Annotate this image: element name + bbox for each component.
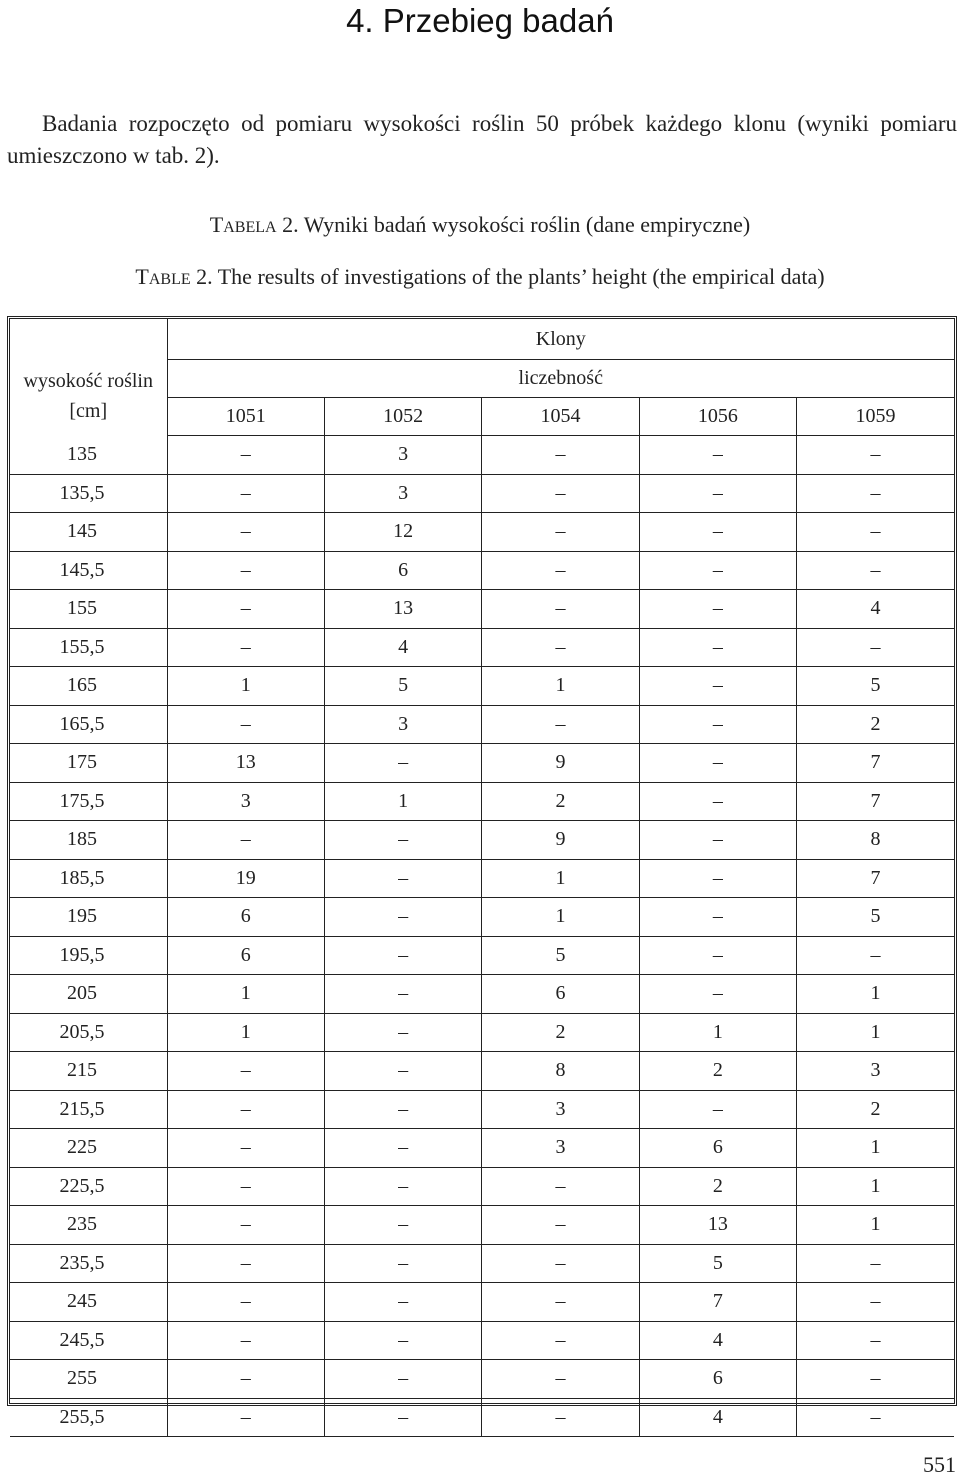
column-header-1059: 1059 [797, 398, 954, 436]
count-cell: 5 [324, 667, 481, 706]
count-cell: 3 [167, 782, 324, 821]
count-cell: – [167, 513, 324, 552]
count-cell: – [639, 705, 796, 744]
count-cell: 3 [324, 474, 481, 513]
count-cell: 7 [797, 859, 954, 898]
count-cell: 1 [324, 782, 481, 821]
count-cell: – [639, 975, 796, 1014]
count-cell: 6 [482, 975, 639, 1014]
count-cell: 1 [167, 975, 324, 1014]
count-cell: – [324, 859, 481, 898]
count-cell: 2 [482, 782, 639, 821]
count-cell: – [324, 936, 481, 975]
row-header-line2: [cm] [69, 400, 108, 423]
count-cell: – [639, 1090, 796, 1129]
caption-text: The results of investigations of the plants’ height (the empirical data) [217, 264, 825, 289]
height-value: 225,5 [59, 1174, 105, 1197]
count-cell: – [797, 1321, 954, 1360]
count-cell: – [324, 1052, 481, 1091]
table-row [10, 436, 954, 475]
count-cell: 1 [482, 898, 639, 937]
count-cell: 1 [167, 667, 324, 706]
table-row [10, 1321, 954, 1360]
table-row [10, 1013, 954, 1052]
row-header [10, 319, 167, 436]
count-cell: 3 [324, 705, 481, 744]
count-cell: – [167, 1283, 324, 1322]
count-cell: 6 [167, 898, 324, 937]
count-cell: – [324, 1090, 481, 1129]
height-cell [10, 1244, 167, 1283]
count-cell: – [639, 513, 796, 552]
table-row [10, 1206, 954, 1245]
count-cell: – [324, 821, 481, 860]
table-row [10, 1167, 954, 1206]
count-cell: – [167, 628, 324, 667]
count-cell: – [167, 590, 324, 629]
height-value: 215,5 [59, 1097, 105, 1120]
table-row [10, 975, 954, 1014]
height-value: 145 [67, 520, 97, 543]
count-cell: – [482, 513, 639, 552]
count-cell: – [167, 474, 324, 513]
count-cell: – [639, 551, 796, 590]
height-value: 205,5 [59, 1020, 105, 1043]
count-cell: 6 [639, 1129, 796, 1168]
count-cell: – [482, 590, 639, 629]
height-value: 215 [67, 1059, 97, 1082]
count-cell: 4 [639, 1398, 796, 1437]
count-cell: 1 [639, 1013, 796, 1052]
height-cell [10, 1052, 167, 1091]
count-cell: – [797, 936, 954, 975]
table-row [10, 1052, 954, 1091]
count-cell: 2 [797, 1090, 954, 1129]
caption-label-rest: ABLE [148, 271, 191, 288]
count-cell: 12 [324, 513, 481, 552]
count-cell: 4 [324, 628, 481, 667]
count-cell: 6 [324, 551, 481, 590]
height-value: 235,5 [59, 1251, 105, 1274]
table-row [10, 898, 954, 937]
count-cell: – [482, 1321, 639, 1360]
count-cell: 6 [639, 1360, 796, 1399]
table-row [10, 821, 954, 860]
count-cell: – [167, 705, 324, 744]
count-cell: 1 [797, 1206, 954, 1245]
count-cell: 9 [482, 744, 639, 783]
count-cell: – [639, 744, 796, 783]
count-cell: – [167, 1321, 324, 1360]
count-cell: 9 [482, 821, 639, 860]
table-row [10, 1360, 954, 1399]
height-cell [10, 590, 167, 629]
height-value: 195 [67, 905, 97, 928]
count-cell: – [482, 1360, 639, 1399]
count-cell: – [639, 821, 796, 860]
height-cell [10, 513, 167, 552]
count-cell: – [797, 1283, 954, 1322]
count-cell: 13 [639, 1206, 796, 1245]
count-cell: – [639, 628, 796, 667]
count-cell: – [167, 436, 324, 475]
height-value: 195,5 [59, 943, 105, 966]
count-cell: – [324, 1244, 481, 1283]
count-cell: – [797, 1398, 954, 1437]
height-cell [10, 474, 167, 513]
count-cell: – [639, 936, 796, 975]
count-cell: 1 [482, 667, 639, 706]
count-cell: – [639, 859, 796, 898]
count-cell: – [797, 551, 954, 590]
table-row [10, 474, 954, 513]
height-cell [10, 1321, 167, 1360]
height-cell [10, 898, 167, 937]
count-cell: 6 [167, 936, 324, 975]
count-cell: 1 [167, 1013, 324, 1052]
height-cell [10, 1167, 167, 1206]
column-header-1056: 1056 [639, 398, 796, 436]
count-cell: – [324, 1013, 481, 1052]
count-cell: 5 [797, 667, 954, 706]
height-cell [10, 628, 167, 667]
table-caption-polish [0, 210, 960, 243]
count-cell: – [639, 898, 796, 937]
results-table-frame [7, 316, 957, 1428]
height-value: 225 [67, 1136, 97, 1159]
table-row [10, 1398, 954, 1437]
count-cell: 2 [797, 705, 954, 744]
count-cell: 8 [797, 821, 954, 860]
group-header: Klony [167, 319, 954, 360]
count-cell: 1 [797, 1013, 954, 1052]
count-cell: 4 [639, 1321, 796, 1360]
intro-paragraph: Badania rozpoczęto od pomiaru wysokości roślin 50 próbek każdego klonu (wyniki pomiaru umieszczono w tab. 2). [7, 111, 957, 168]
count-cell: – [639, 667, 796, 706]
height-cell [10, 1013, 167, 1052]
height-cell [10, 1398, 167, 1437]
count-cell: 13 [167, 744, 324, 783]
row-header-line1: wysokość roślin [23, 370, 153, 393]
height-value: 145,5 [59, 558, 105, 581]
count-cell: – [324, 975, 481, 1014]
count-cell: – [324, 1206, 481, 1245]
count-cell: 2 [639, 1167, 796, 1206]
height-value: 175 [67, 751, 97, 774]
count-cell: – [482, 1206, 639, 1245]
caption-text: Wyniki badań wysokości roślin (dane empiryczne) [303, 212, 751, 237]
height-value: 235 [67, 1213, 97, 1236]
page-number: 551 [923, 1452, 956, 1477]
count-cell: – [324, 1283, 481, 1322]
count-cell: – [482, 628, 639, 667]
height-cell [10, 705, 167, 744]
table-row [10, 744, 954, 783]
count-cell: 13 [324, 590, 481, 629]
count-cell: – [324, 1360, 481, 1399]
count-cell: – [482, 1283, 639, 1322]
table-row [10, 1283, 954, 1322]
sub-header: liczebność [167, 360, 954, 398]
count-cell: – [324, 1167, 481, 1206]
height-value: 255 [67, 1367, 97, 1390]
count-cell: 1 [797, 975, 954, 1014]
count-cell: 3 [797, 1052, 954, 1091]
count-cell: – [797, 628, 954, 667]
table-row [10, 1129, 954, 1168]
table-row [10, 513, 954, 552]
height-cell [10, 551, 167, 590]
height-cell [10, 436, 167, 475]
count-cell: – [797, 436, 954, 475]
count-cell: – [167, 1167, 324, 1206]
height-cell [10, 1129, 167, 1168]
count-cell: – [324, 1398, 481, 1437]
count-cell: – [639, 590, 796, 629]
height-cell [10, 782, 167, 821]
count-cell: – [167, 1052, 324, 1091]
height-cell [10, 975, 167, 1014]
table-row [10, 859, 954, 898]
height-value: 155 [67, 597, 97, 620]
caption-number: 2. [196, 264, 213, 289]
count-cell: – [324, 744, 481, 783]
count-cell: – [797, 474, 954, 513]
count-cell: 2 [639, 1052, 796, 1091]
caption-label-cap: T [135, 264, 149, 289]
count-cell: – [482, 705, 639, 744]
table-row [10, 590, 954, 629]
count-cell: – [167, 1398, 324, 1437]
height-cell [10, 859, 167, 898]
table-row [10, 705, 954, 744]
height-value: 255,5 [59, 1405, 105, 1428]
count-cell: 19 [167, 859, 324, 898]
count-cell: – [324, 1129, 481, 1168]
count-cell: – [482, 1398, 639, 1437]
height-value: 245,5 [59, 1328, 105, 1351]
count-cell: – [639, 474, 796, 513]
column-header-1054: 1054 [482, 398, 639, 436]
caption-label-rest: ABELA [223, 219, 277, 236]
column-header-1051: 1051 [167, 398, 324, 436]
table-row [10, 1244, 954, 1283]
height-value: 155,5 [59, 635, 105, 658]
count-cell: – [639, 782, 796, 821]
height-value: 185,5 [59, 866, 105, 889]
count-cell: – [482, 474, 639, 513]
height-cell [10, 821, 167, 860]
height-value: 205 [67, 982, 97, 1005]
results-table [10, 319, 954, 1437]
table-row [10, 667, 954, 706]
count-cell: 3 [324, 436, 481, 475]
table-row [10, 628, 954, 667]
count-cell: – [167, 1244, 324, 1283]
count-cell: – [167, 551, 324, 590]
section-heading: 4. Przebieg badań [346, 2, 614, 39]
table-caption-english [0, 262, 960, 295]
count-cell: 1 [797, 1129, 954, 1168]
count-cell: 4 [797, 590, 954, 629]
height-value: 175,5 [59, 789, 105, 812]
count-cell: – [482, 551, 639, 590]
count-cell: – [167, 1206, 324, 1245]
count-cell: – [167, 1360, 324, 1399]
height-cell [10, 667, 167, 706]
count-cell: 5 [482, 936, 639, 975]
count-cell: 2 [482, 1013, 639, 1052]
table-row [10, 1090, 954, 1129]
height-cell [10, 744, 167, 783]
count-cell: 5 [797, 898, 954, 937]
table-row [10, 551, 954, 590]
height-value: 185 [67, 828, 97, 851]
count-cell: – [167, 1129, 324, 1168]
height-cell [10, 1360, 167, 1399]
count-cell: – [167, 821, 324, 860]
count-cell: 7 [797, 744, 954, 783]
count-cell: 7 [797, 782, 954, 821]
height-value: 165 [67, 674, 97, 697]
height-value: 135,5 [59, 481, 105, 504]
height-value: 165,5 [59, 712, 105, 735]
count-cell: – [797, 1360, 954, 1399]
count-cell: 8 [482, 1052, 639, 1091]
count-cell: 3 [482, 1090, 639, 1129]
count-cell: 7 [639, 1283, 796, 1322]
count-cell: – [797, 1244, 954, 1283]
count-cell: – [482, 1167, 639, 1206]
height-value: 135 [67, 443, 97, 465]
count-cell: – [639, 436, 796, 475]
count-cell: – [482, 1244, 639, 1283]
count-cell: – [797, 513, 954, 552]
height-cell [10, 1206, 167, 1245]
height-value: 245 [67, 1290, 97, 1313]
count-cell: – [324, 1321, 481, 1360]
count-cell: – [324, 898, 481, 937]
count-cell: 3 [482, 1129, 639, 1168]
count-cell: 1 [797, 1167, 954, 1206]
column-header-1052: 1052 [324, 398, 481, 436]
count-cell: 1 [482, 859, 639, 898]
height-cell [10, 1283, 167, 1322]
height-cell [10, 1090, 167, 1129]
height-cell [10, 936, 167, 975]
caption-label-cap: T [209, 212, 224, 237]
count-cell: 5 [639, 1244, 796, 1283]
count-cell: – [482, 436, 639, 475]
table-row [10, 782, 954, 821]
count-cell: – [167, 1090, 324, 1129]
table-row [10, 936, 954, 975]
caption-number: 2. [282, 212, 299, 237]
